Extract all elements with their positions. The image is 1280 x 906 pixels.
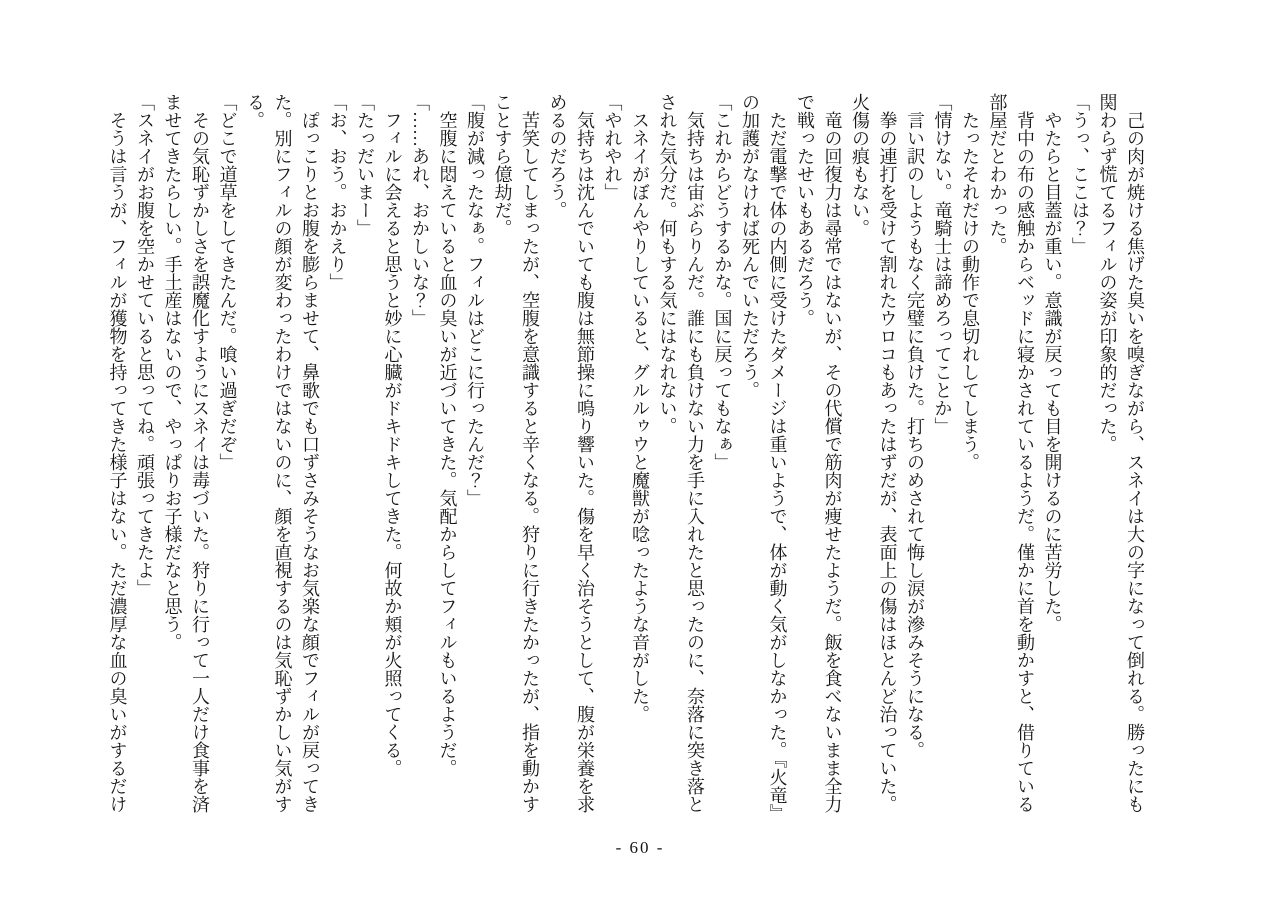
paragraph: ぽっこりとお腹を膨らませて、鼻歌でも口ずさみそうなお気楽な顔でフィルが戻ってきた。別にフィルの顔が変わったわけではないのに、顔を直視するのは気恥ずかしい気がする。 bbox=[245, 93, 320, 813]
text-body bbox=[100, 93, 1148, 815]
paragraph: 拳の連打を受けて割れたウロコもあったはずだが、表面上の傷はほとんど治っていた。火傷の痕もない。 bbox=[850, 93, 898, 813]
paragraph: 「情けない。竜騎士は諦めろってことか」 bbox=[932, 93, 953, 435]
paragraph: そうは言うが、フィルが獲物を持ってきた様子はない。ただ濃厚な血の臭いがするだけ bbox=[107, 111, 128, 813]
paragraph: 背中の布の感触からベッドに寝かされているようだ。僅かに首を動かすと、借りている部屋だとわかった。 bbox=[987, 93, 1035, 813]
paragraph: 空腹に悶えていると血の臭いが近づいてきた。気配からしてフィルもいるようだ。 bbox=[437, 111, 458, 777]
paragraph: 「どこで道草をしてきたんだ。喰い過ぎだぞ」 bbox=[217, 93, 238, 471]
paragraph: 「腹が減ったなぁ。フィルはどこに行ったんだ？」 bbox=[465, 93, 485, 507]
paragraph: 「……あれ、おかしいな？」 bbox=[410, 93, 430, 327]
page-number: - 60 - bbox=[615, 838, 665, 857]
paragraph: 己の肉が焼ける焦げた臭いを嗅ぎながら、スネイは大の字になって倒れる。勝ったにも関わらず慌てるフィルの姿が印象的だった。 bbox=[1097, 93, 1145, 813]
paragraph: 気持ちは宙ぶらりんだ。誰にも負けない力を手に入れたと思ったのに、奈落に突き落とされた気分だ。何もする気にはなれない。 bbox=[657, 93, 705, 813]
paragraph: 「これからどうするかな。国に戻ってもなぁ」 bbox=[712, 93, 733, 471]
paragraph: 「やれやれ」 bbox=[602, 93, 623, 201]
paragraph: 「スネイがお腹を空かせていると思ってね。頑張ってきたよ」 bbox=[135, 93, 155, 597]
paragraph: フィルに会えると思うと妙に心臓がドキドキしてきた。何故か頬が火照ってくる。 bbox=[382, 111, 403, 777]
paragraph: スネイがぼんやりしていると、グルルゥウと魔獣が唸ったような音がした。 bbox=[630, 111, 650, 723]
paragraph: 苦笑してしまったが、空腹を意識すると辛くなる。狩りに行きたかったが、指を動かすことすら億劫だ。 bbox=[492, 93, 540, 813]
paragraph: ただ電撃で体の内側に受けたダメージは重いようで、体が動く気がしなかった。『火竜』の加護がなければ死んでいただろう。 bbox=[740, 93, 788, 813]
paragraph: 言い訳のしようもなく完璧に負けた。打ちのめされて悔し涙が滲みそうになる。 bbox=[905, 111, 925, 759]
paragraph: やたらと目蓋が重い。意識が戻っても目を開けるのに苦労した。 bbox=[1042, 111, 1063, 633]
paragraph: 気持ちは沈んでいても腹は無節操に鳴り響いた。傷を早く治そうとして、腹が栄養を求めるのだろう。 bbox=[547, 93, 595, 813]
paragraph: 竜の回復力は尋常ではないが、その代償で筋肉が痩せたようだ。飯を食べないまま全力で戦ったせいもあるだろう。 bbox=[795, 93, 843, 813]
paragraph: 「お、おう。おかえり」 bbox=[327, 93, 348, 291]
paragraph: たったそれだけの動作で息切れしてしまう。 bbox=[960, 111, 980, 471]
paragraph: その気恥ずかしさを誤魔化すようにスネイは毒づいた。狩りに行って一人だけ食事を済ませてきたらしい。手土産はないので、やっぱりお子様だなと思う。 bbox=[162, 93, 210, 813]
paragraph: 「うっ、ここは？」 bbox=[1070, 93, 1090, 255]
paragraph: 「たっだいまー」 bbox=[355, 93, 375, 237]
